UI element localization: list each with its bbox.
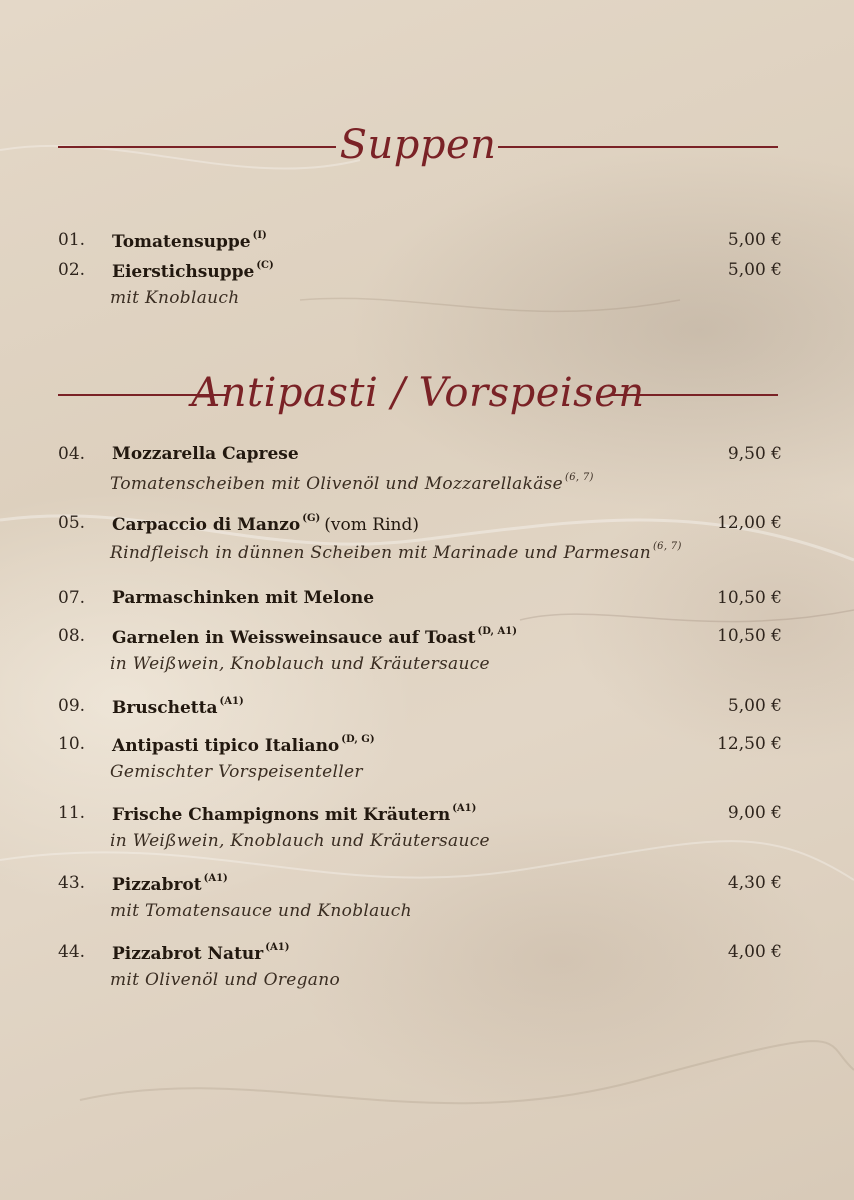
item-number: 04. xyxy=(58,444,86,464)
item-description: mit Knoblauch xyxy=(110,288,240,308)
item-number: 08. xyxy=(58,626,86,646)
allergen-code: (6, 7) xyxy=(565,472,594,483)
item-name: Parmaschinken mit Melone xyxy=(112,588,375,608)
allergen-code: (A1) xyxy=(219,696,244,707)
item-number: 05. xyxy=(58,513,86,533)
allergen-code: (C) xyxy=(256,260,274,271)
allergen-code: (6, 7) xyxy=(652,541,682,552)
item-name: Eierstichsuppe $^{(C)}$ xyxy=(112,260,274,282)
allergen-code: (A1) xyxy=(452,803,477,814)
item-price: 5,00 € xyxy=(727,230,782,250)
item-note: (vom Rind) xyxy=(324,515,419,535)
item-number: 09. xyxy=(58,696,86,716)
section-title: Antipasti / Vorspeisen xyxy=(191,370,645,416)
allergen-code: (A1) xyxy=(265,942,290,953)
item-description: in Weißwein, Knoblauch und Kräutersauce xyxy=(110,654,490,674)
item-name: Bruschetta $^{(A1)}$ xyxy=(112,696,244,718)
allergen-code: (A1) xyxy=(203,873,228,884)
item-price: 12,00 € xyxy=(717,513,782,533)
item-name: Pizzabrot Natur $^{(A1)}$ xyxy=(112,942,290,964)
item-price: 9,00 € xyxy=(727,803,782,823)
item-number: 44. xyxy=(58,942,86,962)
item-description: mit Tomatensauce und Knoblauch xyxy=(110,901,412,921)
item-price: 10,50 € xyxy=(717,588,782,608)
section-header-antipasti xyxy=(58,358,778,428)
item-number: 01. xyxy=(58,230,86,250)
item-description: Gemischter Vorspeisenteller xyxy=(110,762,363,782)
item-number: 43. xyxy=(58,873,86,893)
item-name: Tomatensuppe $^{(I)}$ xyxy=(112,230,267,252)
item-price: 12,50 € xyxy=(717,734,782,754)
item-price: 5,00 € xyxy=(727,696,782,716)
item-description: mit Olivenöl und Oregano xyxy=(110,970,341,990)
item-name: Garnelen in Weissweinsauce auf Toast $^{(D, A1)}$ xyxy=(112,626,517,648)
item-name: Carpaccio di Manzo $^{(G)}$ (vom Rind) xyxy=(112,513,419,535)
item-number: 02. xyxy=(58,260,86,280)
allergen-code: (G) xyxy=(302,513,321,524)
item-description: Tomatenscheiben mit Olivenöl und Mozzarellakäse $^{(6, 7)}$ xyxy=(110,472,594,494)
item-price: 4,30 € xyxy=(727,873,782,893)
section-header-suppen xyxy=(58,110,778,180)
allergen-code: (D, A1) xyxy=(477,626,517,637)
item-description: in Weißwein, Knoblauch und Kräutersauce xyxy=(110,831,490,851)
item-price: 10,50 € xyxy=(717,626,782,646)
item-description: Rindfleisch in dünnen Scheiben mit Marinade und Parmesan $^{(6, 7)}$ xyxy=(110,541,682,563)
item-name: Pizzabrot $^{(A1)}$ xyxy=(112,873,228,895)
allergen-code: (D, G) xyxy=(341,734,375,745)
item-price: 9,50 € xyxy=(727,444,782,464)
allergen-code: (I) xyxy=(252,230,267,241)
item-name: Frische Champignons mit Kräutern $^{(A1)}$ xyxy=(112,803,477,825)
item-number: 07. xyxy=(58,588,86,608)
item-number: 10. xyxy=(58,734,86,754)
item-price: 4,00 € xyxy=(727,942,782,962)
item-price: 5,00 € xyxy=(727,260,782,280)
item-name: Mozzarella Caprese xyxy=(112,444,299,464)
item-name: Antipasti tipico Italiano $^{(D, G)}$ xyxy=(112,734,375,756)
section-title: Suppen xyxy=(339,122,497,168)
item-number: 11. xyxy=(58,803,86,823)
